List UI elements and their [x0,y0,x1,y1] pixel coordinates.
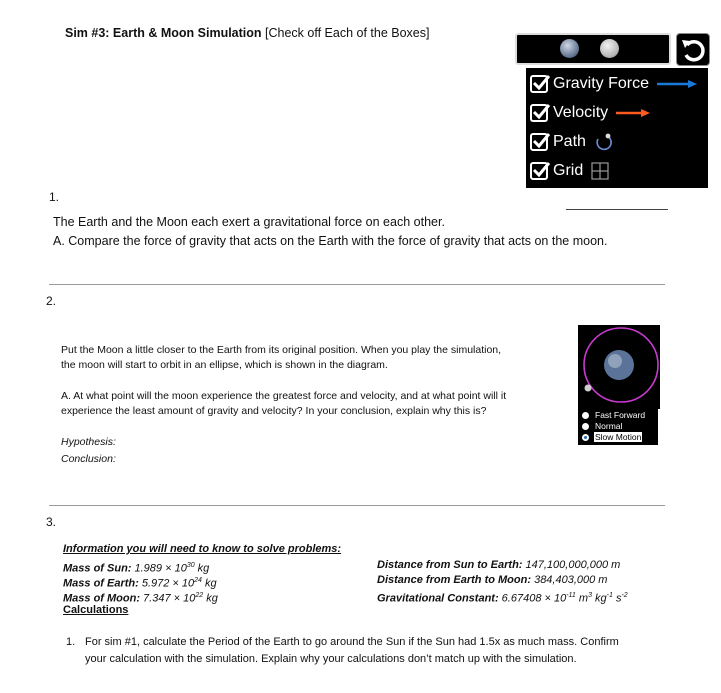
divider [49,284,665,285]
radio-icon[interactable] [582,423,589,430]
q1-question: A. Compare the force of gravity that acts on the Earth with the force of gravity that acts on the moon. [53,234,608,248]
conclusion-label: Conclusion: [61,453,116,465]
question-number: 3. [46,515,57,529]
checkbox-checked-icon[interactable] [530,162,548,180]
question-number: 2. [46,294,57,308]
question-number: 1. [49,190,60,204]
speed-option-normal[interactable]: Normal [582,421,623,431]
option-label: Grid [553,162,584,179]
checkbox-checked-icon[interactable] [530,75,548,93]
earth-icon[interactable] [560,39,579,58]
calculations-heading: Calculations [63,604,129,616]
speed-selector [578,409,658,445]
grid-option[interactable] [530,158,609,184]
speed-option-fast-forward[interactable]: Fast Forward [582,410,646,420]
display-options-panel [526,68,708,188]
q2-instruction: Put the Moon a little closer to the Earth from its original position. When you play the simulation, [61,344,502,356]
mass-of-earth: Mass of Earth: $5.972 \times 10^{24}$ kg [63,577,217,590]
option-label: Gravity Force [553,75,650,92]
answer-line [566,209,668,210]
q1-statement: The Earth and the Moon each exert a gravitational force on each other. [53,215,445,229]
gravity-force-option[interactable] [530,71,697,97]
hypothesis-label: Hypothesis: [61,436,116,448]
q2-question: A. At what point will the moon experience the greatest force and velocity, and at what point will it [61,390,507,402]
q2-instruction-cont: the moon will start to orbit in an ellipse, which is shown in the diagram. [61,359,388,371]
option-label: Velocity [553,104,609,121]
divider [49,505,665,506]
grid-icon [591,162,609,180]
reset-button[interactable] [676,33,710,66]
body-selector-bar [515,33,671,65]
moon-icon [585,385,592,392]
checkbox-checked-icon[interactable] [530,104,548,122]
velocity-option[interactable] [530,100,650,126]
info-heading: Information you will need to know to solve problems: [63,543,342,555]
checkbox-checked-icon[interactable] [530,133,548,151]
q3-problem: For sim #1, calculate the Period of the Earth to go around the Sun if the Sun had 1.5x as much mass. Confirm [85,636,619,648]
radio-selected-icon[interactable] [582,434,589,441]
mass-of-moon: Mass of Moon: $7.347 \times 10^{22}$ kg [63,592,218,605]
orange-arrow-icon [616,108,650,118]
path-option[interactable] [530,129,614,155]
blue-arrow-icon [657,79,697,89]
distance-sun-earth: Distance from Sun to Earth: 147,100,000,000 m [377,559,621,571]
q3-problem-cont: your calculation with the simulation. Explain why your calculations don’t match up with the simulation. [85,653,577,665]
list-item-number: 1. [66,636,76,648]
page-title: Sim #3: Earth & Moon Simulation [Check off Each of the Boxes] [65,26,430,40]
path-icon [594,133,614,151]
gravitational-constant: Gravitational Constant: $6.67408 \times 10^{-11}$ $m^3$ $kg^{-1}$ $s^{-2}$ [377,592,628,605]
option-label: Path [553,133,586,150]
q2-question-cont: experience the least amount of gravity and velocity? In your conclusion, explain why this is? [61,405,487,417]
radio-icon[interactable] [582,412,589,419]
speed-option-slow-motion[interactable]: Slow Motion [582,432,642,442]
mass-of-sun: Mass of Sun: $1.989 \times 10^{30}$ kg [63,562,210,575]
moon-icon[interactable] [600,39,619,58]
orbit-diagram [578,325,660,409]
reset-icon [677,34,709,65]
distance-earth-moon: Distance from Earth to Moon: 384,403,000 m [377,574,608,586]
